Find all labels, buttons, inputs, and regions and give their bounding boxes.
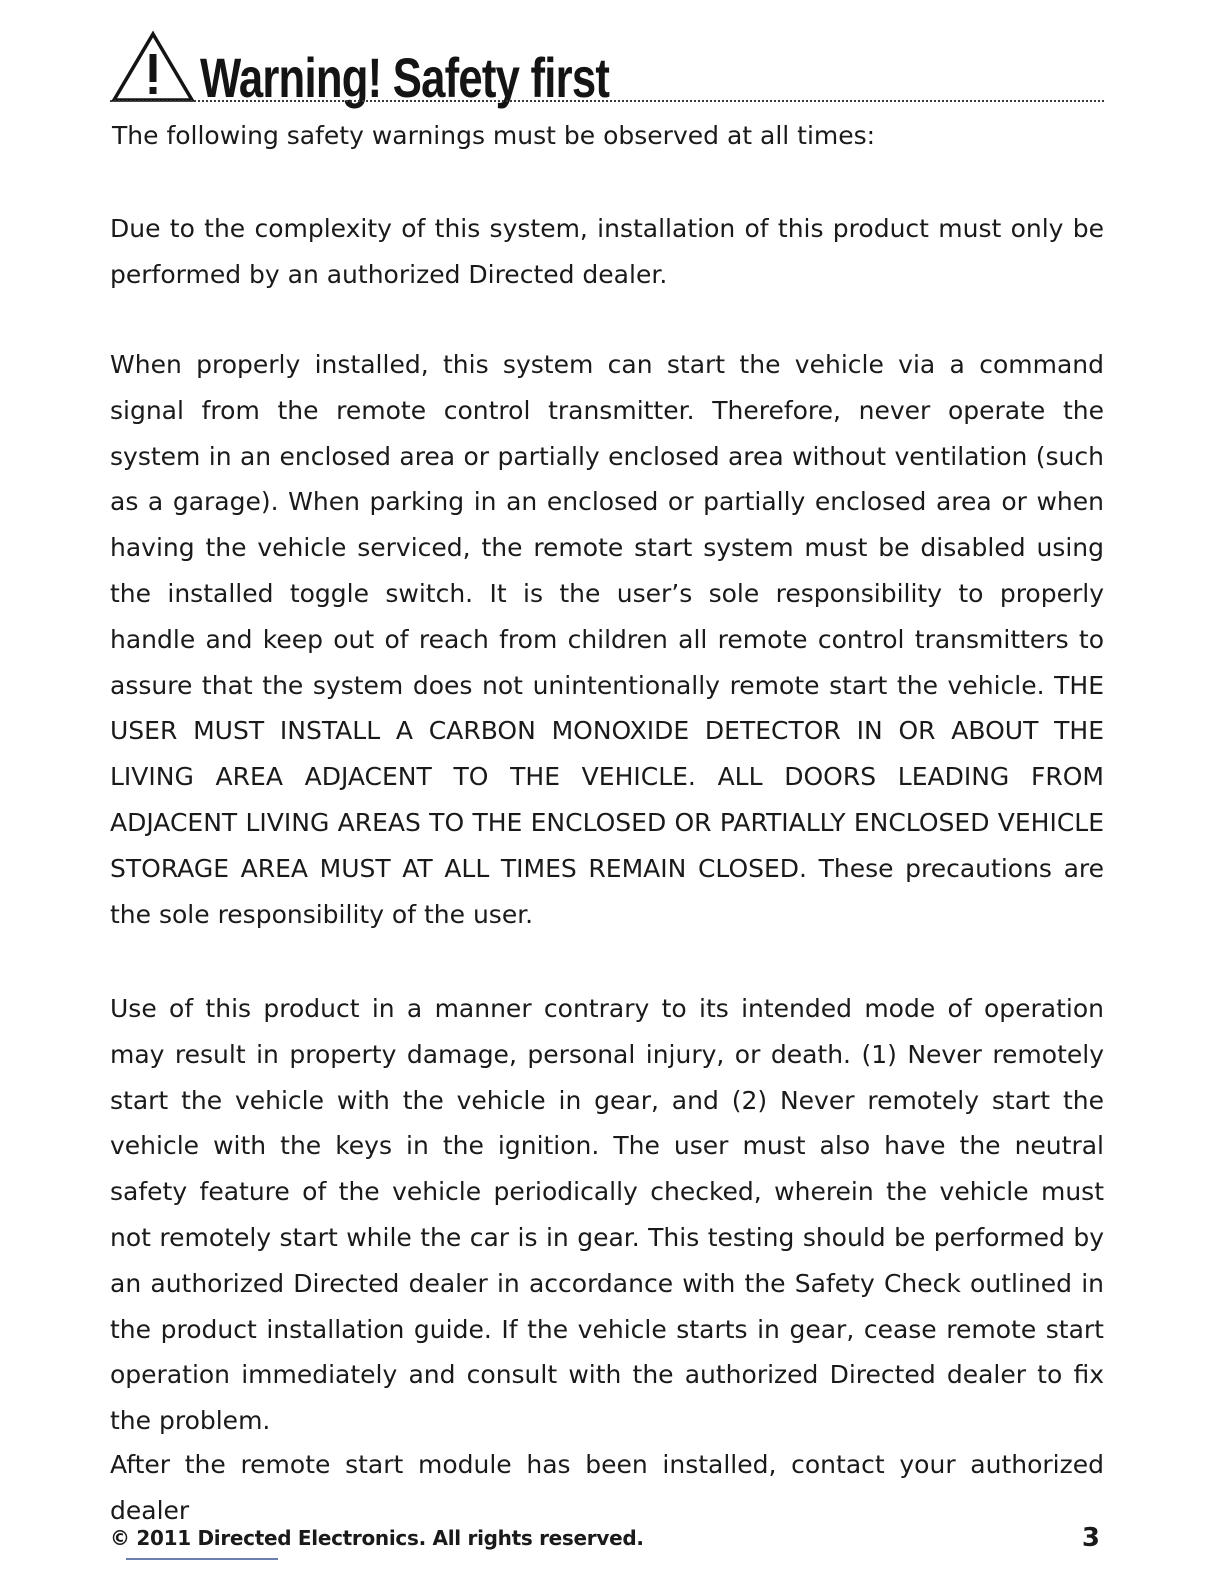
paragraph-enclosed-area: When properly installed, this system can start the vehicle via a command signal from the remote control transmitter. Therefore, never operate the system in an enclosed area or partially enclosed area without ventilation (such as a garage). When parking in an enclosed or partially enclosed area or when having the vehicle serviced, the remote start system must be disabled using the installed toggle switch. It is the user’s sole responsibility to properly handle and keep out of reach from children all remote control transmitters to assure that the system does not unintentionally remote start the vehicle. THE USER MUST INSTALL A CARBON MONOXIDE DETECTOR IN OR ABOUT THE LIVING AREA ADJACENT TO THE VEHICLE. ALL DOORS LEADING FROM ADJACENT LIVING AREAS TO THE ENCLOSED OR PARTIALLY ENCLOSED VEHICLE STORAGE AREA MUST AT ALL TIMES REMAIN CLOSED. These precautions are the sole responsibility of the user. (110, 350, 1104, 929)
footer-divider (126, 1558, 278, 1560)
copyright-notice: © 2011 Directed Electronics. All rights reserved. (110, 1526, 644, 1550)
page-title: Warning! Safety first (200, 46, 610, 109)
paragraph-installation: Due to the complexity of this system, installation of this product must only be performed by an authorized Directed dealer. (110, 214, 1104, 289)
paragraph-misuse: Use of this product in a manner contrary to its intended mode of operation may result in property damage, personal injury, or death. (1) Never remotely start the vehicle with the vehicle in gear, and (2) Never remotely start the vehicle with the keys in the ignition. The user must also have the neutral safety feature of the vehicle periodically checked, wherein the vehicle must not remotely start while the car is in gear. This testing should be performed by an authorized Directed dealer in accordance with the Safety Check outlined in the product installation guide. If the vehicle starts in gear, cease remote start operation immediately and consult with the authorized Directed dealer to fix the problem. (110, 994, 1104, 1436)
paragraph-after-install: After the remote start module has been installed, contact your authorized dealer (110, 1450, 1104, 1525)
intro-text: The following safety warnings must be observed at all times: (112, 121, 876, 150)
title-divider (110, 100, 1104, 102)
page-number: 3 (1081, 1523, 1100, 1553)
page-footer (110, 1518, 1104, 1558)
document-page (110, 0, 1104, 1584)
section-heading (110, 26, 1104, 109)
warning-triangle-icon (110, 30, 196, 104)
